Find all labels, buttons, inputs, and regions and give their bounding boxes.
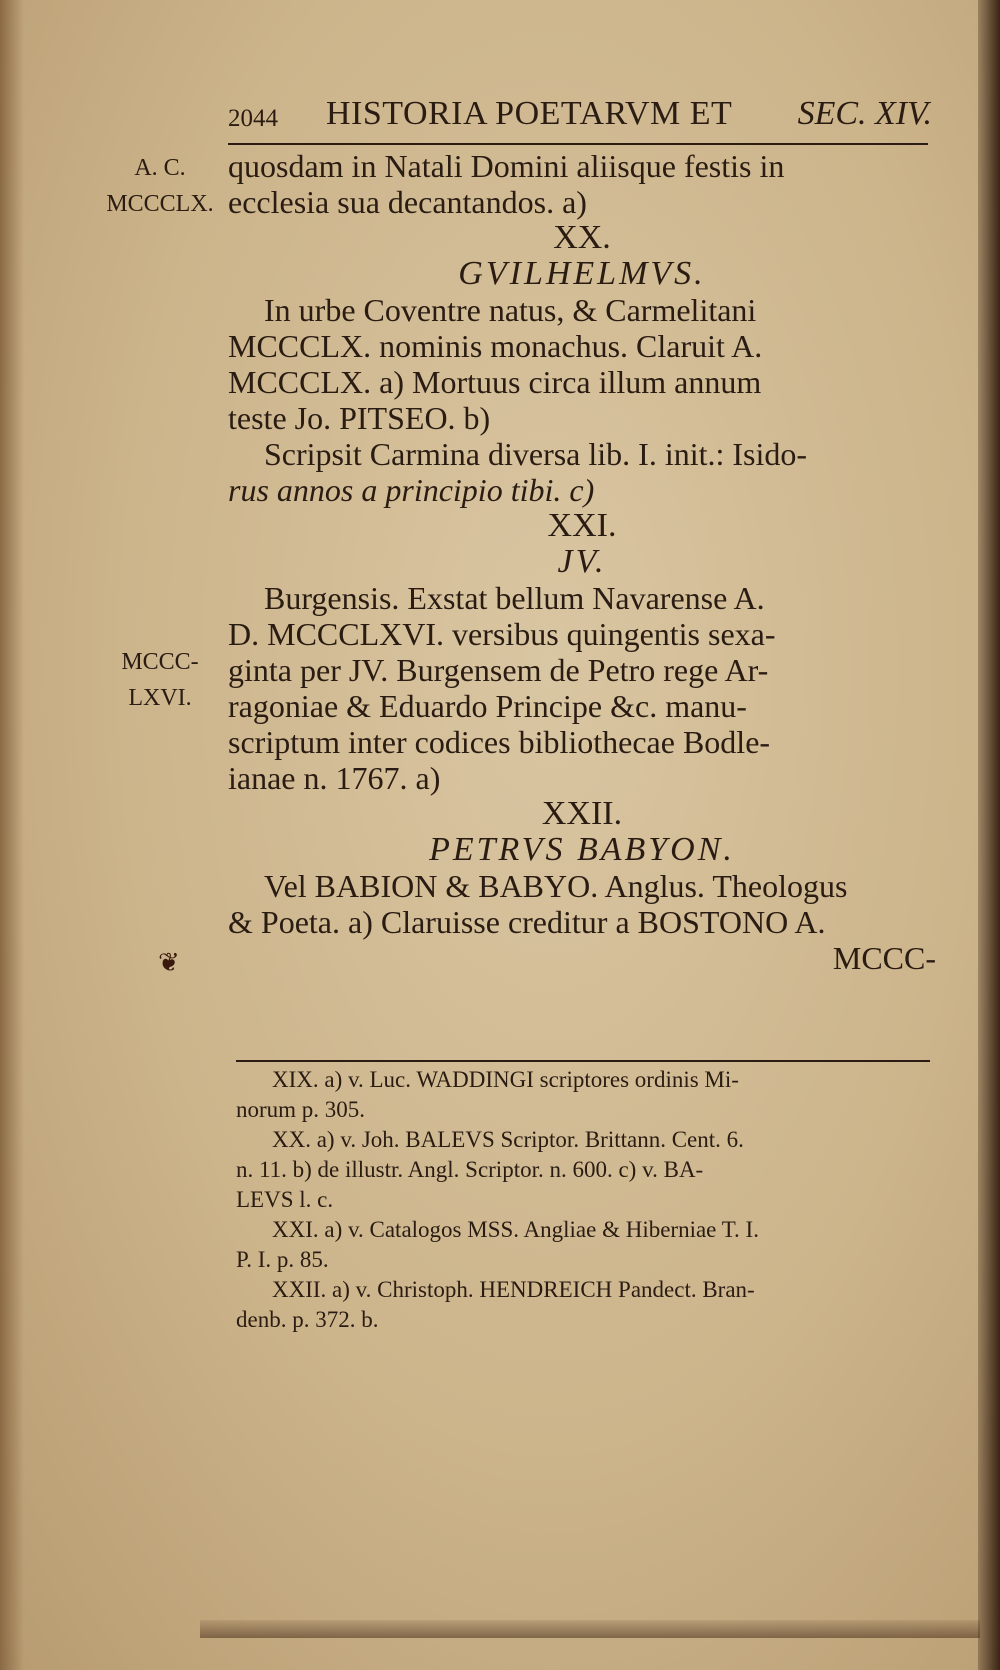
margin-year-mccclxvi bbox=[100, 644, 220, 716]
text-line: MCCCLX. nominis monachus. Claruit A. bbox=[228, 328, 763, 364]
section-number: XXII. bbox=[541, 795, 623, 832]
margin-year-mccclx bbox=[100, 150, 220, 222]
margin-note: LXVI. bbox=[128, 685, 192, 711]
catchword: MCCC- bbox=[832, 940, 936, 976]
footnote-line: XIX. a) v. Luc. WADDINGI scriptores ordinis Mi- bbox=[272, 1067, 739, 1092]
header-rule bbox=[228, 143, 928, 145]
text-line: D. MCCCLXVI. versibus quingentis sexa- bbox=[228, 616, 776, 652]
text-line: ragoniae & Eduardo Principe &c. manu- bbox=[228, 688, 747, 724]
ornament-icon: ❦ bbox=[158, 948, 180, 977]
section-number: XXI. bbox=[547, 507, 617, 544]
text-line: teste Jo. PITSEO. b) bbox=[228, 400, 491, 436]
footnote-line: denb. p. 372. b. bbox=[236, 1307, 379, 1332]
footnote-line: norum p. 305. bbox=[236, 1097, 366, 1122]
text-line: rus annos a principio tibi. c) bbox=[228, 472, 595, 508]
section-label: SEC. XIV. bbox=[797, 95, 932, 132]
text-line: MCCCLX. a) Mortuus circa illum annum bbox=[228, 364, 762, 400]
section-heading: JV. bbox=[557, 543, 607, 580]
text-line: & Poeta. a) Claruisse creditur a BOSTONO A. bbox=[228, 904, 826, 940]
text-line: ginta per JV. Burgensem de Petro rege Ar- bbox=[228, 652, 769, 688]
footnote-line: XX. a) v. Joh. BALEVS Scriptor. Brittann. Cent. 6. bbox=[272, 1127, 744, 1152]
text-line: Vel BABION & BABYO. Anglus. Theologus bbox=[264, 868, 848, 904]
main-text bbox=[228, 148, 936, 976]
text-line: scriptum inter codices bibliothecae Bodle- bbox=[228, 724, 771, 760]
margin-note: A. C. bbox=[134, 155, 186, 181]
footnote-line: XXI. a) v. Catalogos MSS. Angliae & Hiberniae T. I. bbox=[272, 1217, 759, 1242]
text-line: Scripsit Carmina diversa lib. I. init.: Isido- bbox=[264, 436, 808, 472]
footnote-rule bbox=[236, 1060, 930, 1062]
text-line: ecclesia sua decantandos. a) bbox=[228, 184, 587, 220]
section-heading: GVILHELMVS. bbox=[458, 255, 706, 292]
running-header bbox=[228, 95, 932, 141]
page-number: 2044 bbox=[228, 105, 278, 132]
footnote-line: P. I. p. 85. bbox=[236, 1247, 329, 1272]
text-line: quosdam in Natali Domini aliisque festis in bbox=[228, 148, 785, 184]
running-title: HISTORIA POETARVM ET bbox=[326, 95, 733, 132]
text-line: ianae n. 1767. a) bbox=[228, 760, 441, 796]
footnote-line: n. 11. b) de illustr. Angl. Scriptor. n. 600. c) v. BA- bbox=[236, 1157, 704, 1182]
page-edge-bottom bbox=[200, 1620, 980, 1638]
page-edge-right bbox=[978, 0, 1000, 1670]
section-number: XX. bbox=[553, 219, 611, 256]
margin-note: MCCCLX. bbox=[106, 191, 214, 217]
text-line: Burgensis. Exstat bellum Navarense A. bbox=[264, 580, 765, 616]
margin-note: MCCC- bbox=[121, 649, 199, 675]
section-heading: PETRVS BABYON. bbox=[429, 831, 735, 868]
footnote-line: LEVS l. c. bbox=[236, 1187, 334, 1212]
footnotes bbox=[236, 1065, 936, 1335]
text-line: In urbe Coventre natus, & Carmelitani bbox=[264, 292, 757, 328]
footnote-line: XXII. a) v. Christoph. HENDREICH Pandect. Bran- bbox=[272, 1277, 755, 1302]
page-edge-left bbox=[0, 0, 24, 1670]
